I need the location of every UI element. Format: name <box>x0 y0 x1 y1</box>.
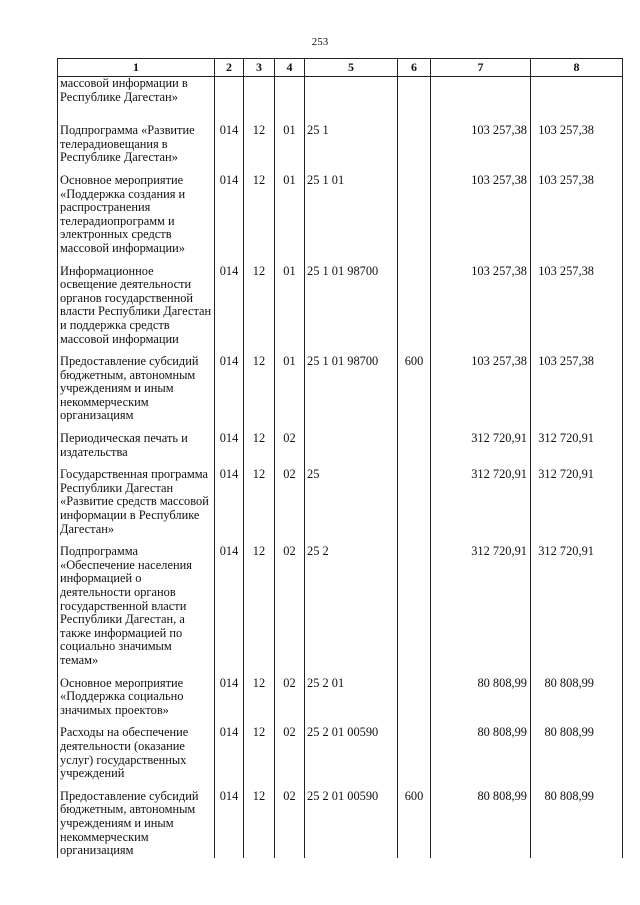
row-col-8-cell: 312 720,91 <box>531 423 623 459</box>
row-col-8-cell: 312 720,91 <box>531 536 623 667</box>
row-name-cell: Подпрограмма «Обеспечение населения информацией о деятельности органов государственной власти Республики Дагестан, а также информацией по социально значимым темам» <box>58 536 215 667</box>
row-col-6-cell <box>398 77 431 105</box>
row-col-3-cell: 12 <box>244 668 275 718</box>
table-row <box>58 346 623 423</box>
header-row <box>58 59 623 77</box>
header-col-3: 3 <box>244 59 275 77</box>
header-col-8: 8 <box>531 59 623 77</box>
header-col-4: 4 <box>275 59 305 77</box>
row-name-cell: Информационное освещение деятельности органов государственной власти Республики Дагестан и поддержка средств массовой информации <box>58 256 215 347</box>
row-col-5-cell: 25 2 <box>305 536 398 667</box>
row-col-7-cell: 312 720,91 <box>431 423 531 459</box>
row-name-cell: Основное мероприятие «Поддержка создания и распространения телерадиопрограмм и электронных средств массовой информации» <box>58 165 215 256</box>
table-row <box>58 781 623 858</box>
row-col-6-cell <box>398 536 431 667</box>
row-col-3-cell: 12 <box>244 104 275 165</box>
row-col-6-cell <box>398 104 431 165</box>
table-row <box>58 536 623 667</box>
header-col-6: 6 <box>398 59 431 77</box>
row-col-2-cell: 014 <box>215 459 244 536</box>
budget-table <box>57 58 623 858</box>
row-col-5-cell: 25 2 01 00590 <box>305 717 398 780</box>
row-col-8-cell: 103 257,38 <box>531 104 623 165</box>
row-col-8-cell: 80 808,99 <box>531 781 623 858</box>
row-col-6-cell <box>398 459 431 536</box>
row-col-7-cell: 80 808,99 <box>431 668 531 718</box>
row-col-4-cell: 01 <box>275 165 305 256</box>
row-col-4-cell: 02 <box>275 536 305 667</box>
row-col-2-cell: 014 <box>215 256 244 347</box>
table-row <box>58 165 623 256</box>
row-col-7-cell: 80 808,99 <box>431 717 531 780</box>
row-col-2-cell: 014 <box>215 423 244 459</box>
page-number: 253 <box>311 36 329 48</box>
row-col-8-cell: 103 257,38 <box>531 346 623 423</box>
row-col-2-cell: 014 <box>215 781 244 858</box>
row-col-4-cell: 01 <box>275 346 305 423</box>
row-name-cell: Периодическая печать и издательства <box>58 423 215 459</box>
table-row <box>58 423 623 459</box>
row-col-4-cell: 02 <box>275 781 305 858</box>
row-col-3-cell: 12 <box>244 717 275 780</box>
row-col-3-cell <box>244 77 275 105</box>
row-col-5-cell <box>305 423 398 459</box>
row-col-5-cell: 25 1 01 98700 <box>305 256 398 347</box>
row-col-6-cell <box>398 717 431 780</box>
row-col-3-cell: 12 <box>244 346 275 423</box>
row-col-4-cell: 02 <box>275 717 305 780</box>
row-col-4-cell: 02 <box>275 668 305 718</box>
table-row <box>58 77 623 105</box>
row-col-2-cell: 014 <box>215 717 244 780</box>
row-col-6-cell: 600 <box>398 346 431 423</box>
row-col-8-cell: 103 257,38 <box>531 165 623 256</box>
row-col-6-cell: 600 <box>398 781 431 858</box>
header-col-5: 5 <box>305 59 398 77</box>
row-col-5-cell: 25 1 <box>305 104 398 165</box>
row-col-7-cell: 103 257,38 <box>431 165 531 256</box>
row-col-7-cell: 312 720,91 <box>431 536 531 667</box>
row-col-2-cell: 014 <box>215 165 244 256</box>
row-col-3-cell: 12 <box>244 165 275 256</box>
row-col-2-cell: 014 <box>215 536 244 667</box>
table-row <box>58 256 623 347</box>
row-col-3-cell: 12 <box>244 459 275 536</box>
row-col-2-cell: 014 <box>215 104 244 165</box>
row-col-6-cell <box>398 423 431 459</box>
row-col-4-cell <box>275 77 305 105</box>
row-name-cell: массовой информации в Республике Дагестан» <box>58 77 215 105</box>
row-name-cell: Основное мероприятие «Поддержка социально значимых проектов» <box>58 668 215 718</box>
row-col-3-cell: 12 <box>244 256 275 347</box>
row-col-5-cell: 25 1 01 98700 <box>305 346 398 423</box>
row-col-5-cell: 25 2 01 <box>305 668 398 718</box>
row-col-4-cell: 01 <box>275 104 305 165</box>
header-col-7: 7 <box>431 59 531 77</box>
row-col-8-cell: 103 257,38 <box>531 256 623 347</box>
row-col-6-cell <box>398 256 431 347</box>
row-col-5-cell: 25 2 01 00590 <box>305 781 398 858</box>
header-col-2: 2 <box>215 59 244 77</box>
row-col-4-cell: 02 <box>275 423 305 459</box>
header-col-1: 1 <box>58 59 215 77</box>
row-col-8-cell: 312 720,91 <box>531 459 623 536</box>
row-col-2-cell: 014 <box>215 346 244 423</box>
row-name-cell: Подпрограмма «Развитие телерадиовещания в Республике Дагестан» <box>58 104 215 165</box>
row-col-8-cell: 80 808,99 <box>531 717 623 780</box>
row-col-7-cell: 312 720,91 <box>431 459 531 536</box>
row-col-8-cell <box>531 77 623 105</box>
row-name-cell: Предоставление субсидий бюджетным, автономным учреждениям и иным некоммерческим организациям <box>58 346 215 423</box>
row-col-4-cell: 01 <box>275 256 305 347</box>
row-col-6-cell <box>398 668 431 718</box>
row-name-cell: Предоставление субсидий бюджетным, автономным учреждениям и иным некоммерческим организациям <box>58 781 215 858</box>
row-col-5-cell: 25 <box>305 459 398 536</box>
row-col-2-cell <box>215 77 244 105</box>
row-col-7-cell: 80 808,99 <box>431 781 531 858</box>
table-row <box>58 717 623 780</box>
row-col-8-cell: 80 808,99 <box>531 668 623 718</box>
row-col-3-cell: 12 <box>244 781 275 858</box>
row-name-cell: Государственная программа Республики Дагестан «Развитие средств массовой информации в Республике Дагестан» <box>58 459 215 536</box>
table-row <box>58 104 623 165</box>
row-name-cell: Расходы на обеспечение деятельности (оказание услуг) государственных учреждений <box>58 717 215 780</box>
table-row <box>58 668 623 718</box>
row-col-3-cell: 12 <box>244 536 275 667</box>
row-col-7-cell <box>431 77 531 105</box>
row-col-4-cell: 02 <box>275 459 305 536</box>
row-col-3-cell: 12 <box>244 423 275 459</box>
row-col-2-cell: 014 <box>215 668 244 718</box>
table-row <box>58 459 623 536</box>
row-col-7-cell: 103 257,38 <box>431 104 531 165</box>
row-col-7-cell: 103 257,38 <box>431 256 531 347</box>
row-col-5-cell <box>305 77 398 105</box>
row-col-7-cell: 103 257,38 <box>431 346 531 423</box>
row-col-5-cell: 25 1 01 <box>305 165 398 256</box>
row-col-6-cell <box>398 165 431 256</box>
